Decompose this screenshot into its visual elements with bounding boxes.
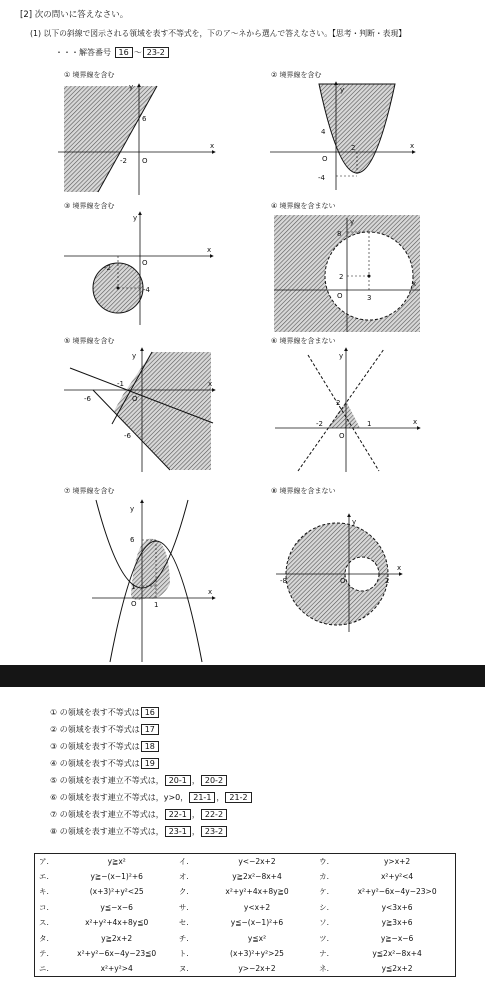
choice-key: ナ.: [319, 949, 330, 959]
choice-expr: y≧−(x−1)²+6: [90, 872, 143, 882]
choice-expr: x²+y²>4: [100, 964, 133, 974]
label: 2: [336, 399, 341, 407]
label: x: [207, 246, 212, 254]
choice-key: シ.: [319, 902, 330, 912]
choice-key: ツ.: [319, 933, 330, 943]
choice-key: ク.: [178, 887, 189, 897]
label: 3: [367, 294, 372, 302]
answer-separator: ，: [191, 776, 200, 785]
answer-box: 21-1: [189, 792, 215, 803]
label: y: [132, 352, 137, 360]
label: 8: [337, 230, 342, 238]
answer-text: ④ の領域を表す不等式は: [50, 759, 140, 768]
page-separator: [0, 665, 485, 687]
choices-row: [35, 930, 456, 945]
choice-expr: x²+y²+4x+8y≧0: [225, 887, 289, 897]
answer-separator: ，: [191, 827, 200, 836]
choice-key: ア.: [39, 856, 49, 866]
graph-title: ② 境界線を含む: [271, 71, 322, 79]
answer-box: 22-1: [165, 809, 191, 820]
label: -2: [120, 157, 127, 165]
answer-box: 21-2: [225, 792, 251, 803]
answer-row-2: [50, 724, 160, 735]
label: 6: [142, 115, 147, 123]
choice-key: ト.: [178, 949, 189, 959]
label: y: [339, 352, 344, 360]
choice-expr: y<x+2: [243, 902, 271, 912]
choice-expr: y≦x²: [247, 933, 267, 943]
label: O: [142, 157, 148, 165]
choice-expr: y>−2x+2: [238, 964, 276, 974]
answer-box: 23-1: [165, 826, 191, 837]
label: y: [340, 86, 345, 94]
choices-table: [34, 853, 456, 977]
choice-key: ケ.: [319, 887, 330, 897]
answer-text: ③ の領域を表す不等式は: [50, 742, 140, 751]
label: -2: [316, 420, 323, 428]
answer-text: ⑤ の領域を表す連立不等式は，: [50, 776, 164, 785]
answer-box: 16: [141, 707, 159, 718]
choice-key: ス.: [39, 918, 49, 928]
choice-expr: y>x+2: [383, 856, 411, 866]
choice-key: ソ.: [319, 918, 330, 928]
label: x: [397, 564, 402, 572]
choice-expr: x²+y²−6x−4y−23>0: [357, 887, 437, 897]
choice-expr: (x+3)²+y²>25: [230, 949, 284, 959]
choice-expr: x²+y²+4x+8y≦0: [85, 918, 149, 928]
answer-box: 18: [141, 741, 159, 752]
choice-expr: y<3x+6: [381, 902, 413, 912]
region-2: [319, 84, 395, 173]
label: -1: [117, 380, 124, 388]
choice-expr: y≦−x−6: [100, 902, 133, 912]
graph-3: [64, 201, 213, 325]
label: O: [322, 155, 328, 163]
answer-row-3: [50, 741, 160, 752]
choice-expr: y≦2x²−8x+4: [372, 949, 422, 959]
choice-key: チ.: [178, 933, 189, 943]
label: 4: [321, 128, 326, 136]
answer-box: 19: [141, 758, 159, 769]
choice-expr: y≧x²: [107, 856, 126, 866]
label: y: [129, 83, 134, 91]
graph-2: [270, 70, 415, 190]
answer-row-7: [50, 809, 228, 820]
graph-title: ⑦ 境界線を含む: [64, 487, 115, 495]
label: -6: [84, 395, 91, 403]
answer-page: [0, 687, 485, 999]
answer-box: 20-2: [201, 775, 227, 786]
center-point: [117, 287, 120, 290]
answer-box: 23-2: [201, 826, 227, 837]
answer-box-to: 23-2: [143, 47, 169, 58]
answer-prefix: ・・・解答番号: [55, 48, 111, 57]
choice-key: ネ.: [319, 964, 330, 974]
choice-key: エ.: [39, 872, 49, 882]
choice-key: セ.: [178, 918, 189, 928]
choice-expr: y≧2x²−8x+4: [232, 872, 282, 882]
graph-title: ⑧ 境界線を含まない: [271, 487, 336, 495]
label: O: [337, 292, 343, 300]
graph-title: ⑤ 境界線を含む: [64, 337, 115, 345]
choice-expr: y≧2x+2: [101, 933, 133, 943]
graph-4: [271, 201, 420, 332]
choices-row: [35, 946, 456, 961]
label: 6: [130, 536, 135, 544]
answer-box-from: 16: [115, 47, 133, 58]
answer-separator: ，: [216, 793, 225, 802]
label: y: [352, 518, 357, 526]
choice-expr: y≧3x+6: [381, 918, 413, 928]
choice-key: タ.: [39, 933, 49, 943]
answer-box: 17: [141, 724, 159, 735]
choice-key: キ.: [39, 887, 49, 897]
center-point: [368, 275, 371, 278]
choice-key: ウ.: [319, 856, 330, 866]
answer-range-dash: 〜: [133, 48, 142, 57]
answer-row-4: [50, 758, 160, 769]
answer-row-1: [50, 707, 160, 718]
label: x: [208, 588, 213, 596]
choices-row: [35, 854, 456, 869]
choice-key: ヌ.: [178, 964, 189, 974]
choices-row: [35, 900, 456, 915]
label: -2: [104, 264, 111, 272]
graph-1: [58, 70, 215, 195]
graph-8: [271, 486, 402, 632]
answer-row-6: [50, 792, 253, 803]
choices-row: [35, 961, 456, 976]
graph-title: ⑥ 境界線を含まない: [271, 337, 336, 345]
label: 1: [154, 601, 159, 609]
choice-expr: y≦−(x−1)²+6: [230, 918, 284, 928]
choice-key: サ.: [178, 902, 189, 912]
graph-title: ③ 境界線を含む: [64, 202, 115, 210]
answer-row-8: [50, 826, 228, 837]
answer-row-5: [50, 775, 228, 786]
answer-text: ⑥ の領域を表す連立不等式は，y>0，: [50, 793, 189, 802]
choice-key: オ.: [178, 872, 189, 882]
answer-text: ⑧ の領域を表す連立不等式は，: [50, 827, 164, 836]
label: x: [208, 380, 213, 388]
choice-expr: y≧−x−6: [380, 933, 414, 943]
label: y: [350, 218, 355, 226]
label: O: [142, 259, 148, 267]
label: -4: [318, 174, 325, 182]
choice-expr: x²+y²−6x−4y−23≦0: [77, 949, 157, 959]
label: -6: [124, 432, 131, 440]
choice-key: コ.: [39, 902, 49, 912]
answer-text: ⑦ の領域を表す連立不等式は，: [50, 810, 164, 819]
question-text: (1) 以下の斜線で図示される領域を表す不等式を，下のア〜ネから選んで答えなさい。【思考・判断・表現】: [30, 29, 407, 38]
label: y: [130, 505, 135, 513]
choice-expr: (x+3)²+y²<25: [89, 887, 144, 897]
answer-box: 22-2: [201, 809, 227, 820]
choices-row: [35, 884, 456, 899]
answer-text: ② の領域を表す不等式は: [50, 725, 140, 734]
choice-key: ニ.: [39, 964, 49, 974]
label: -4: [143, 286, 150, 294]
choice-key: イ.: [178, 856, 189, 866]
label: 2: [385, 577, 390, 585]
label: 1: [131, 583, 136, 591]
choice-key: カ.: [319, 872, 330, 882]
label: 1: [367, 420, 372, 428]
label: 2: [351, 144, 356, 152]
choice-expr: y≦2x+2: [381, 964, 413, 974]
choices-row: [35, 915, 456, 930]
label: x: [210, 142, 215, 150]
label: O: [131, 600, 137, 608]
graph-title: ④ 境界線を含まない: [271, 202, 336, 210]
choice-expr: y<−2x+2: [238, 856, 276, 866]
label: x: [412, 280, 417, 288]
region-1: [64, 86, 157, 192]
label: O: [339, 432, 345, 440]
choice-key: テ.: [39, 949, 49, 959]
graph-7: [64, 486, 215, 662]
graph-5: [64, 336, 215, 472]
graph-6: [271, 336, 420, 472]
answer-text: ① の領域を表す不等式は: [50, 708, 140, 717]
label: -8: [280, 577, 287, 585]
region-5: [114, 352, 211, 470]
answer-separator: ，: [191, 810, 200, 819]
label: 2: [339, 273, 344, 281]
section-heading: [2] 次の問いに答えなさい。: [20, 10, 129, 20]
answer-box: 20-1: [165, 775, 191, 786]
choices-row: [35, 869, 456, 884]
choice-expr: x²+y²<4: [380, 872, 414, 882]
label: O: [132, 395, 138, 403]
graph-title: ① 境界線を含む: [64, 71, 115, 79]
label: y: [133, 214, 138, 222]
label: x: [413, 418, 418, 426]
label: O: [340, 577, 346, 585]
label: x: [410, 142, 415, 150]
region-7: [131, 539, 170, 600]
